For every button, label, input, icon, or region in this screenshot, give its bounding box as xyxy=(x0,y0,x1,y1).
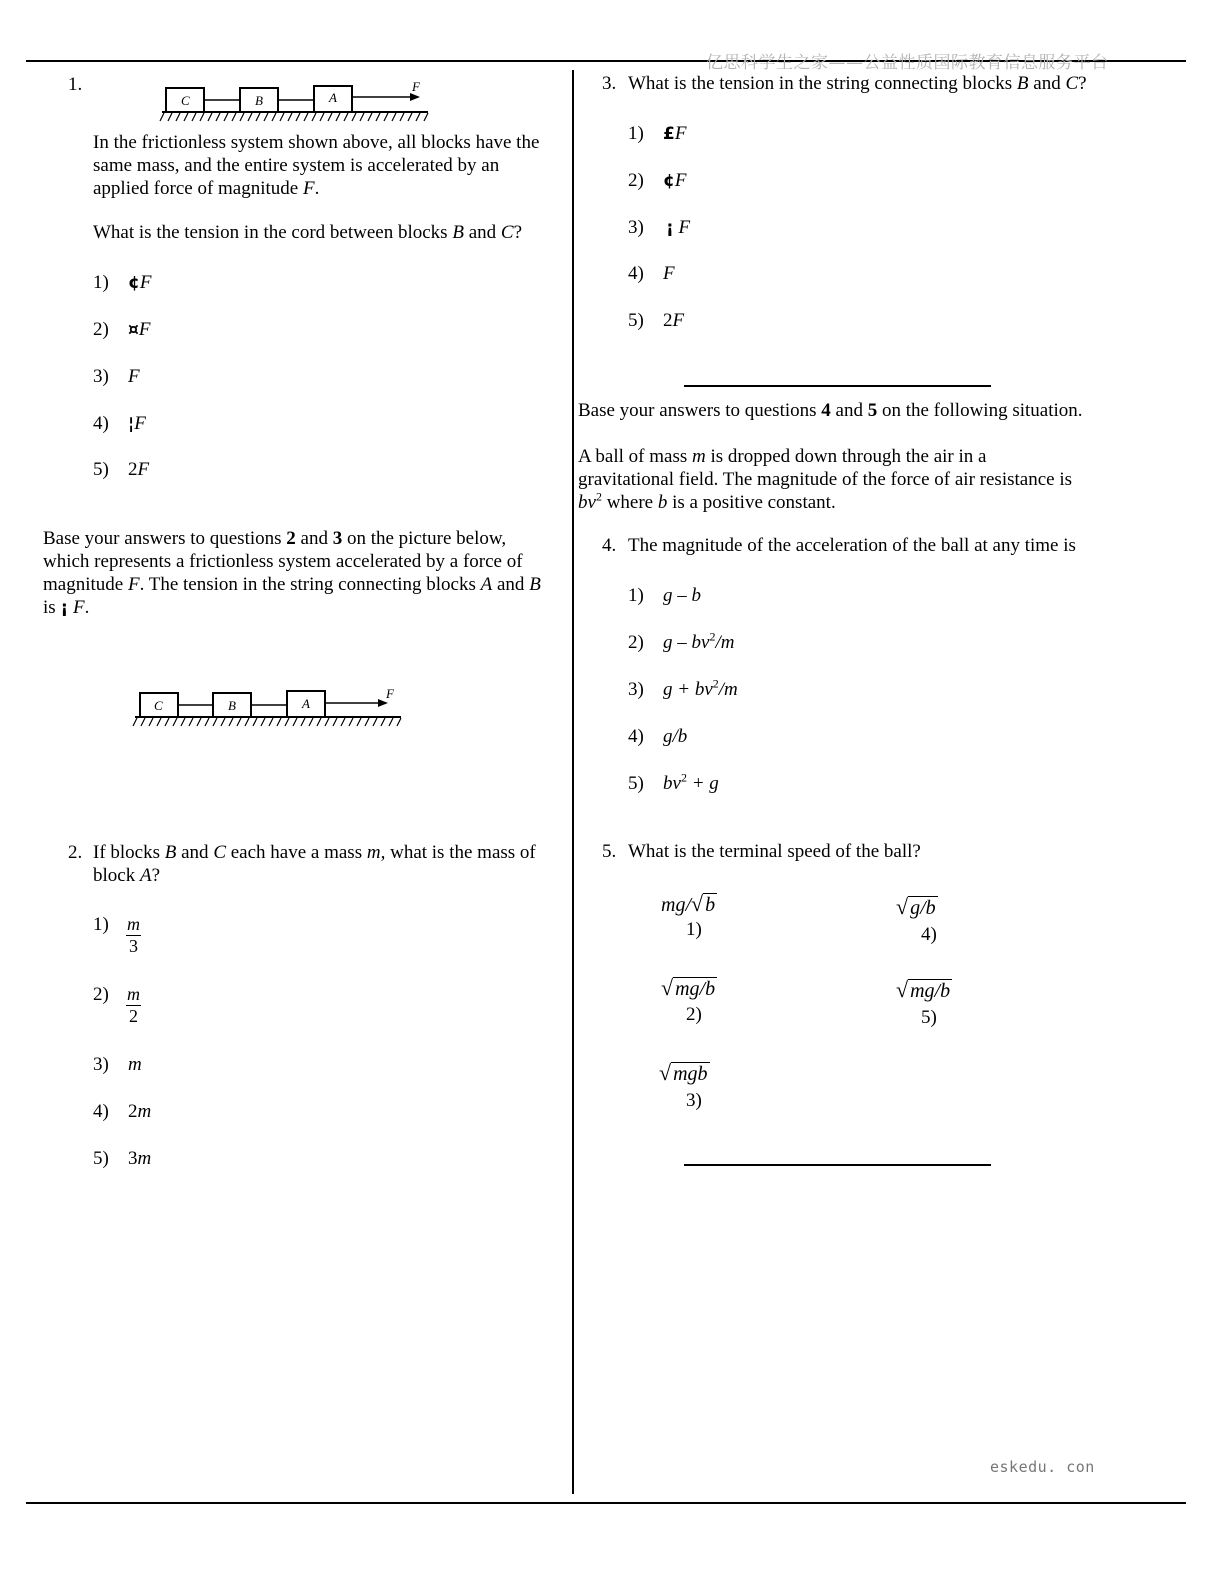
q2-question: If blocks B and C each have a mass m, what is the mass of block A? xyxy=(93,842,536,886)
q4-number: 4. xyxy=(602,535,617,556)
option-number: 5) xyxy=(93,1148,109,1169)
section-separator xyxy=(684,385,991,387)
intro-q4-q5-situation: A ball of mass m is dropped down through the air in a gravitational field. The magnitude of the force of air resistance is $bv^2$ where b is a positive constant. xyxy=(578,446,1072,513)
option-value: £F xyxy=(663,123,687,144)
option-number: 2) xyxy=(628,632,644,653)
option-number: 2) xyxy=(93,319,109,340)
option-value: 3m xyxy=(128,1148,152,1169)
option-expression: √ g/b xyxy=(896,894,936,919)
q5-question: What is the terminal speed of the ball? xyxy=(628,841,921,862)
intro-q4-q5-heading: Base your answers to questions 4 and 5 on the following situation. xyxy=(578,400,1083,421)
option-value: g/b xyxy=(663,726,688,747)
option-number: 3) xyxy=(686,1090,702,1111)
option-number: 5) xyxy=(921,1007,937,1028)
option-number: 2) xyxy=(628,170,644,191)
option-expression: √ mg/b xyxy=(661,975,716,1000)
option-number: 4) xyxy=(921,924,937,945)
option-number: 1) xyxy=(628,123,644,144)
option-number: 1) xyxy=(686,919,702,940)
option-number: 5) xyxy=(628,310,644,331)
option-value: F xyxy=(128,366,140,387)
q3-number: 3. xyxy=(602,73,617,94)
option-number: 2) xyxy=(93,984,109,1005)
option-number: 3) xyxy=(93,1054,109,1075)
q1-number: 1. xyxy=(68,74,83,95)
q2-label-a: A xyxy=(302,696,310,711)
q1-blocks-diagram xyxy=(158,78,438,124)
q1-label-a: A xyxy=(329,90,337,105)
q4-question: The magnitude of the acceleration of the ball at any time is xyxy=(628,535,1076,556)
option-value: g – $bv^2/m$ xyxy=(663,629,735,653)
option-number: 3) xyxy=(93,366,109,387)
option-number: 4) xyxy=(628,726,644,747)
option-expression: √ mg/b xyxy=(896,977,951,1002)
option-number: 1) xyxy=(93,914,109,935)
option-expression: mg/√ b xyxy=(661,891,716,916)
q1-question: What is the tension in the cord between blocks B and C? xyxy=(93,222,522,243)
option-number: 5) xyxy=(93,459,109,480)
option-number: 3) xyxy=(628,217,644,238)
option-number: 4) xyxy=(93,413,109,434)
option-value: ¢F xyxy=(663,170,687,191)
option-value: $bv^2 + g$ xyxy=(663,770,719,794)
option-fraction: $\frac{m}{3}$ xyxy=(127,914,140,956)
header-watermark: 亿思科学生之家——公益性质国际教育信息服务平台 xyxy=(706,53,1109,73)
q2-number: 2. xyxy=(68,842,83,863)
q1-label-b: B xyxy=(255,93,263,108)
option-number: 4) xyxy=(93,1101,109,1122)
option-fraction: $\frac{m}{2}$ xyxy=(127,984,140,1026)
option-value: ¤F xyxy=(128,319,151,340)
q2-label-b: B xyxy=(228,698,236,713)
q2-label-c: C xyxy=(154,698,163,713)
option-value: 2F xyxy=(128,459,150,480)
option-expression: √ mgb xyxy=(659,1060,708,1085)
option-value: 2F xyxy=(663,310,685,331)
q1-label-c: C xyxy=(181,93,190,108)
intro-q2-q3: Base your answers to questions 2 and 3 on the picture below, which represents a frictionless system accelerated by a force of magnitude F. The tension in the string connecting blocks A and B is ¡ F. xyxy=(43,528,541,618)
option-number: 2) xyxy=(686,1004,702,1025)
option-value: $g + bv^2/m$ xyxy=(663,676,738,700)
option-value: 2m xyxy=(128,1101,152,1122)
option-number: 1) xyxy=(628,585,644,606)
q1-paragraph: In the frictionless system shown above, all blocks have the same mass, and the entire system is accelerated by an applied force of magnitude F. xyxy=(93,132,540,199)
q2-label-f: F xyxy=(386,686,394,701)
q2-blocks-diagram xyxy=(131,682,411,730)
option-number: 3) xyxy=(628,679,644,700)
q3-question: What is the tension in the string connecting blocks B and C? xyxy=(628,73,1087,94)
option-number: 5) xyxy=(628,773,644,794)
q5-number: 5. xyxy=(602,841,617,862)
column-divider xyxy=(572,70,574,1494)
option-value: F xyxy=(663,263,675,284)
q1-label-f: F xyxy=(412,79,420,94)
option-value: m xyxy=(128,1054,142,1075)
option-value: ¦F xyxy=(128,413,146,434)
footer-site-text: eskedu. con xyxy=(990,1458,1095,1476)
bottom-rule xyxy=(26,1502,1186,1504)
option-value: ¢F xyxy=(128,272,152,293)
option-number: 4) xyxy=(628,263,644,284)
option-value: g – b xyxy=(663,585,701,606)
section-separator xyxy=(684,1164,991,1166)
option-number: 1) xyxy=(93,272,109,293)
option-value: ¡ F xyxy=(666,217,691,238)
